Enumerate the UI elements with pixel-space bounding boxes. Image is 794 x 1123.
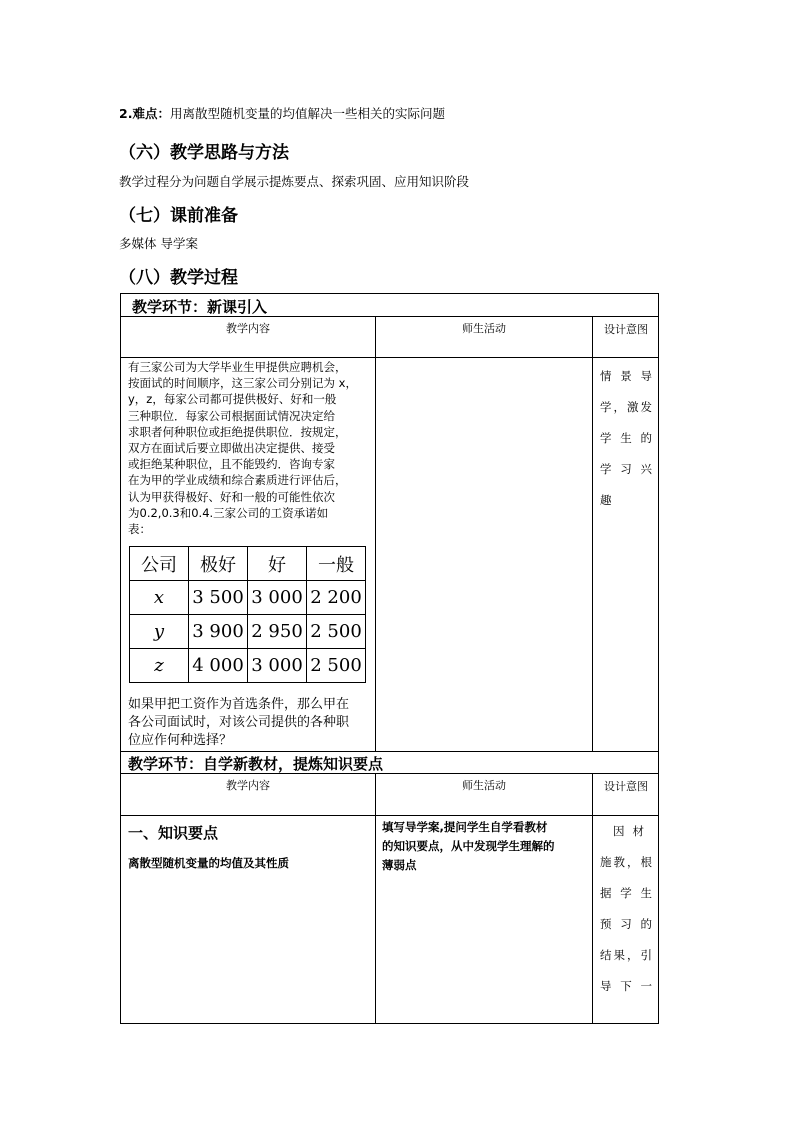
- intent-line: 结果，引: [600, 948, 652, 962]
- section1-title: 教学环节：新课引入: [132, 298, 268, 316]
- section1-header-activity: 师生活动: [462, 322, 506, 335]
- content-line: y，z，每家公司都可提供极好、好和一般: [128, 392, 337, 407]
- salary-header-cell: 好: [248, 547, 307, 581]
- section2-header-activity: 师生活动: [462, 779, 506, 792]
- intent-line: 情景导: [600, 369, 652, 383]
- salary-header-cell: 公司: [130, 547, 189, 581]
- salary-header-row: [130, 547, 366, 581]
- salary-header-cell: 一般: [307, 547, 366, 581]
- section1-header-content: 教学内容: [226, 322, 270, 335]
- difficulty-label: 2.难点：: [119, 106, 170, 121]
- content-line: 为0.2,0.3和0.4.三家公司的工资承诺如: [128, 505, 329, 520]
- intent-line: 施教，根: [600, 855, 652, 869]
- knowledge-item: 离散型随机变量的均值及其性质: [128, 856, 289, 870]
- question-line: 各公司面试时，对该公司提供的各种职: [128, 715, 350, 730]
- content-line: 三种职位．每家公司根据面试情况决定给: [128, 408, 335, 423]
- salary-cell: 4 000: [189, 649, 248, 683]
- salary-company-cell: y: [130, 615, 189, 649]
- section2-intent: [600, 816, 652, 1002]
- salary-table: [129, 546, 366, 683]
- table-border-left: [120, 293, 121, 1024]
- activity-line: 薄弱点: [382, 858, 417, 872]
- content-line: 表：: [128, 522, 151, 537]
- content-line: 或拒绝某种职位，且不能毁约．咨询专家: [128, 457, 335, 472]
- intent-line: 学习兴: [600, 462, 652, 476]
- salary-cell: 3 900: [189, 615, 248, 649]
- table-rule: [120, 815, 659, 816]
- content-line: 认为甲获得极好、好和一般的可能性依次: [128, 489, 335, 504]
- salary-cell: 3 000: [248, 581, 307, 615]
- intent-line: 趣: [600, 493, 612, 507]
- difficulty-text: 用离散型随机变量的均值解决一些相关的实际问题: [169, 106, 445, 121]
- activity-line: 的知识要点，从中发现学生理解的: [382, 839, 555, 853]
- section7-title: （七）课前准备: [119, 206, 238, 226]
- intent-line: 学，激发: [600, 400, 652, 414]
- section2-header-content: 教学内容: [226, 779, 270, 792]
- salary-cell: 3 000: [248, 649, 307, 683]
- section1-question: [128, 696, 374, 750]
- content-line: 有三家公司为大学毕业生甲提供应聘机会，: [128, 360, 347, 374]
- section2-activity: [382, 818, 590, 875]
- question-line: 如果甲把工资作为首选条件，那么甲在: [128, 697, 350, 712]
- salary-cell: 2 950: [248, 615, 307, 649]
- salary-row: [130, 615, 366, 649]
- salary-company-cell: z: [130, 649, 189, 683]
- salary-cell: 2 200: [307, 581, 366, 615]
- intent-line: 预习的: [600, 917, 652, 931]
- table-border-right: [658, 293, 659, 1024]
- table-column-divider: [375, 773, 376, 1023]
- salary-cell: 3 500: [189, 581, 248, 615]
- salary-cell: 2 500: [307, 649, 366, 683]
- table-column-divider: [592, 316, 593, 751]
- salary-company-cell: x: [130, 581, 189, 615]
- section1-intent: [600, 361, 652, 516]
- table-border-top: [120, 293, 659, 294]
- table-rule: [120, 751, 659, 752]
- section7-text: 多媒体 导学案: [119, 236, 198, 251]
- content-line: 按面试的时间顺序，这三家公司分别记为 x，: [128, 376, 357, 391]
- intent-line: 学生的: [600, 431, 652, 445]
- section6-text: 教学过程分为问题自学展示提炼要点、探索巩固、应用知识阶段: [119, 174, 470, 189]
- intent-line: 据学生: [600, 886, 652, 900]
- section1-content: [128, 359, 374, 537]
- section8-title: （八）教学过程: [119, 268, 238, 288]
- table-rule: [120, 357, 659, 358]
- difficulty-line: [119, 104, 445, 122]
- table-border-bottom: [120, 1023, 659, 1024]
- table-column-divider: [375, 316, 376, 751]
- section6-title: （六）教学思路与方法: [119, 143, 289, 163]
- intent-line: 因材: [613, 824, 652, 838]
- question-line: 位应作何种选择？: [128, 733, 233, 748]
- content-line: 在为甲的学业成绩和综合素质进行评估后，: [128, 473, 347, 488]
- activity-line: 填写导学案,提问学生自学看教材: [382, 820, 548, 834]
- section1-header-intent: 设计意图: [604, 323, 648, 336]
- section2-title: 教学环节：自学新教材，提炼知识要点: [128, 755, 384, 773]
- content-line: 求职者何种职位或拒绝提供职位．按规定，: [128, 424, 347, 439]
- knowledge-title: 一、知识要点: [128, 824, 219, 842]
- salary-header-cell: 极好: [189, 547, 248, 581]
- section2-header-intent: 设计意图: [604, 780, 648, 793]
- table-column-divider: [592, 773, 593, 1023]
- salary-row: [130, 649, 366, 683]
- salary-row: [130, 581, 366, 615]
- intent-line: 导下一: [600, 979, 652, 993]
- content-line: 双方在面试后要立即做出决定提供、接受: [128, 441, 335, 456]
- salary-cell: 2 500: [307, 615, 366, 649]
